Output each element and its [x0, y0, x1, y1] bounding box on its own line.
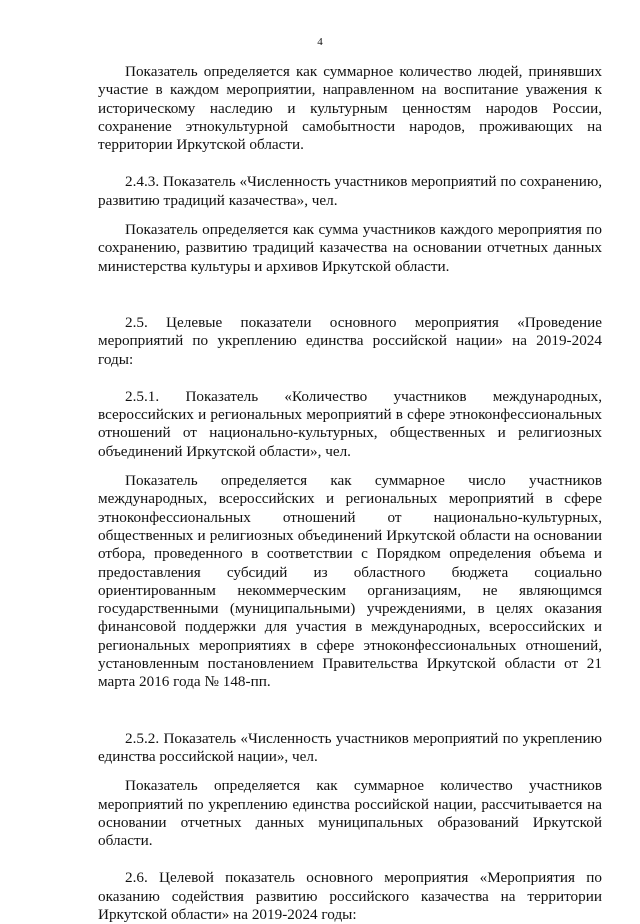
paragraph-2-4-3: 2.4.3. Показатель «Численность участников мероприятий по сохранению, развитию традиций казачества», чел.	[98, 173, 602, 209]
paragraph-2-5: 2.5. Целевые показатели основного мероприятия «Проведение мероприятий по укреплению единства российской нации» на 2019-2024 годы:	[98, 313, 602, 368]
paragraph-2-5-1-definition: Показатель определяется как суммарное число участников международных, всероссийских и региональных мероприятий в сфере этноконфессиональных отношений от национально-культурных, общественных и религиозных объединений Иркутской области на основании отбора, проведенного в соответствии с Порядком определения объема и предоставления субсидий из областного бюджета социально ориентированным некоммерческим организациям, не являющимся государственными (муниципальными) учреждениями, в целях оказания финансовой поддержки для участия в международных, всероссийских и региональных мероприятиях в сфере этноконфессиональных отношений, установленным постановлением Правительства Иркутской области от 21 марта 2016 года № 148-пп.	[98, 472, 602, 691]
paragraph-2-5-1: 2.5.1. Показатель «Количество участников международных, всероссийских и региональных мероприятий в сфере этноконфессиональных отношений от национально-культурных, общественных и религиозных объединений Иркутской области», чел.	[98, 387, 602, 460]
paragraph-2-6: 2.6. Целевой показатель основного мероприятия «Мероприятия по оказанию содействия развитию российского казачества на территории Иркутской области» на 2019-2024 годы:	[98, 869, 602, 923]
paragraph-2-5-2-definition: Показатель определяется как суммарное количество участников мероприятий по укреплению единства российской нации, рассчитывается на основании отчетных данных муниципальных образований Иркутской области.	[98, 777, 602, 850]
document-body	[98, 63, 602, 924]
page-number: 4	[317, 36, 323, 48]
paragraph-2-5-2: 2.5.2. Показатель «Численность участников мероприятий по укреплению единства российской нации», чел.	[98, 729, 602, 765]
paragraph-2-4-3-definition: Показатель определяется как сумма участников каждого мероприятия по сохранению, развитию традиций казачества на основании отчетных данных министерства культуры и архивов Иркутской области.	[98, 221, 602, 275]
paragraph-indicator-definition: Показатель определяется как суммарное количество людей, принявших участие в каждом мероприятии, направленном на воспитание уважения к историческому наследию и культурным ценностям народов России, сохранение этнокультурной самобытности народов, проживающих на территории Иркутской области.	[98, 63, 602, 154]
